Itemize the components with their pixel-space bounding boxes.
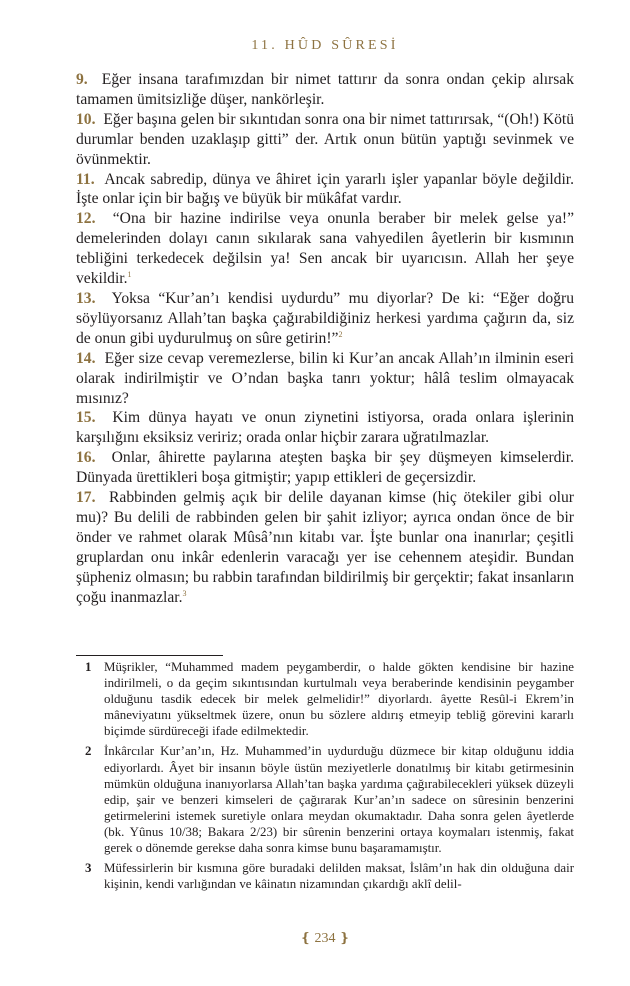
verse-text: Eğer insana tarafımızdan bir nimet tattırır da sonra ondan çekip alırsak tamamen ümitsizliğe düşer, nankörleşir.	[76, 71, 575, 108]
running-header: 11. HÛD SÛRESİ	[251, 38, 399, 53]
verse-9	[76, 70, 574, 110]
verse-number: 13.	[76, 289, 96, 307]
verse-number: 12.	[76, 210, 96, 228]
verse-16	[76, 448, 574, 488]
footnote-ref[interactable]: 1	[127, 269, 132, 279]
footnote-3	[76, 860, 574, 892]
verse-text: Ancak sabredip, dünya ve âhiret için yararlı işler yapanlar böyle değildir. İşte onlar için bir bağış ve büyük bir mükâfat vardır.	[76, 170, 575, 208]
verse-text: Onlar, âhirette paylarına ateşten başka bir şey düşmeyen kimselerdir. Dünyada ürettikleri boşa gitmiştir; yapıp ettikleri de geçersizdir.	[76, 449, 575, 487]
verse-14	[76, 349, 574, 409]
footnote-text: Müşrikler, “Muhammed madem peygamberdir, o halde gökten kendisine bir hazine indirilmeli, o da geçim sıkıntısından kurtulmalı veya beraberinde kendisinin peygamber olduğunu tasdik edecek bir melek gelmelidir!” diyorlardı. âyette Resûl-i Ekrem’in mâneviyatını yükseltmek üzere, onun bu sözlere aldırış etmeyip tebliğ görevini kararlı biçimde sürdüreceği ifade edilmektedir.	[104, 660, 574, 739]
page-number: 234	[314, 931, 336, 946]
verse-text: Yoksa “Kur’an’ı kendisi uydurdu” mu diyorlar? De ki: “Eğer doğru söylüyorsanız Allah’tan başka çağırabildiğiniz herkesi yardıma çağırın da, siz de onun gibi uydurulmuş on sûre getirin!”	[76, 289, 575, 347]
verse-number: 16.	[76, 449, 96, 467]
verse-12	[76, 209, 574, 289]
verse-number: 10.	[76, 110, 96, 128]
footnote-2	[76, 743, 574, 856]
verse-15	[76, 408, 574, 448]
footnote-text: Müfessirlerin bir kısmına göre buradaki delilden maksat, İslâm’ın hak din olduğuna dair kişinin, kendi varlığından ve kâinatın nizamından çıkardığı aklî delil-	[104, 861, 574, 892]
verse-list	[76, 70, 574, 607]
verse-text: Kim dünya hayatı ve onun ziynetini istiyorsa, orada onlara işlerinin karşılığını eksiksiz veririz; orada onlar hiçbir zarara uğratılmazlar.	[76, 409, 575, 447]
footnote-1	[76, 659, 574, 739]
verse-number: 15.	[76, 409, 96, 427]
verse-text: “Ona bir hazine indirilse veya onunla beraber bir melek gelse ya!” demelerinden dolayı canın sıkılarak sana vahyedilen âyetlerin bir kısmının tebliğini terkedecek değilsin ya! Sen ancak bir uyarıcısın. Allah her şeye vekildir.	[76, 210, 575, 288]
verse-11	[76, 170, 574, 210]
verse-number: 14.	[76, 349, 96, 367]
ornament-left-icon: ❴	[300, 930, 311, 945]
verse-number: 9.	[76, 71, 88, 88]
footnote-divider	[76, 655, 223, 656]
footnote-ref[interactable]: 3	[182, 588, 187, 598]
verse-number: 11.	[76, 170, 95, 188]
verse-text: Eğer size cevap veremezlerse, bilin ki Kur’an ancak Allah’ın ilminin eseri olarak indirilmiştir ve O’ndan başka tanrı yoktur; hâlâ teslim olmayacak mısınız?	[76, 349, 575, 407]
footnote-number: 3	[85, 861, 92, 876]
footnote-number: 1	[85, 660, 92, 674]
verse-text: Eğer başına gelen bir sıkıntıdan sonra ona bir nimet tattırırsak, “(Oh!) Kötü durumlar benden uzaklaşıp gitti” der. Artık onun bütün yaptığı sevinmek ve övünmektir.	[76, 110, 575, 168]
ornament-right-icon: ❵	[339, 930, 350, 945]
verse-17	[76, 488, 574, 607]
verse-text: Rabbinden gelmiş açık bir delile dayanan kimse (hiç ötekiler gibi olur mu)? Bu delili de rabbinden gelen bir şahit izliyor; ayrıca ondan önce de bir önder ve rahmet olarak Mûsâ’nın kitabı var. İşte bunlar ona inanırlar; çeşitli gruplardan onu inkâr edenlerin varacağı yer ise cehennem ateşidir. Bundan şüpheniz olmasın; bu rabbin tarafından bildirilmiş bir gerçektir; fakat insanların çoğu inanmazlar.	[76, 489, 574, 606]
footnote-text: İnkârcılar Kur’an’ın, Hz. Muhammed’in uydurduğu düzmece bir kitap olduğunu iddia ediyorlardı. Âyet bir insanın böyle üstün meziyetlerle donatılmış bir kitabı getirmesinin mümkün olduğuna inanıyorlarsa Allah’tan başka yardıma çağırabilecekleri yüksek düzeyli edip, şair ve benzeri kimseleri de çağırarak Kur’an’ın sadece on sûresinin benzerini getirmelerini istemek suretiyle onlara meydan okumaktadır. Daha sonra gelen âyetlerde (bk. Yûnus 10/38; Bakara 2/23) bir sûrenin benzerini ortaya koymaları istenmiş, fakat gerek o dönemde gerekse daha sonra kimse bunu başaramamıştır.	[104, 744, 574, 856]
page-footer	[76, 930, 574, 947]
footnote-list	[76, 659, 574, 896]
verse-13	[76, 289, 574, 349]
footnote-number: 2	[85, 744, 92, 759]
verse-10	[76, 110, 574, 170]
footnote-ref[interactable]: 2	[338, 329, 343, 339]
verse-number: 17.	[76, 489, 96, 507]
